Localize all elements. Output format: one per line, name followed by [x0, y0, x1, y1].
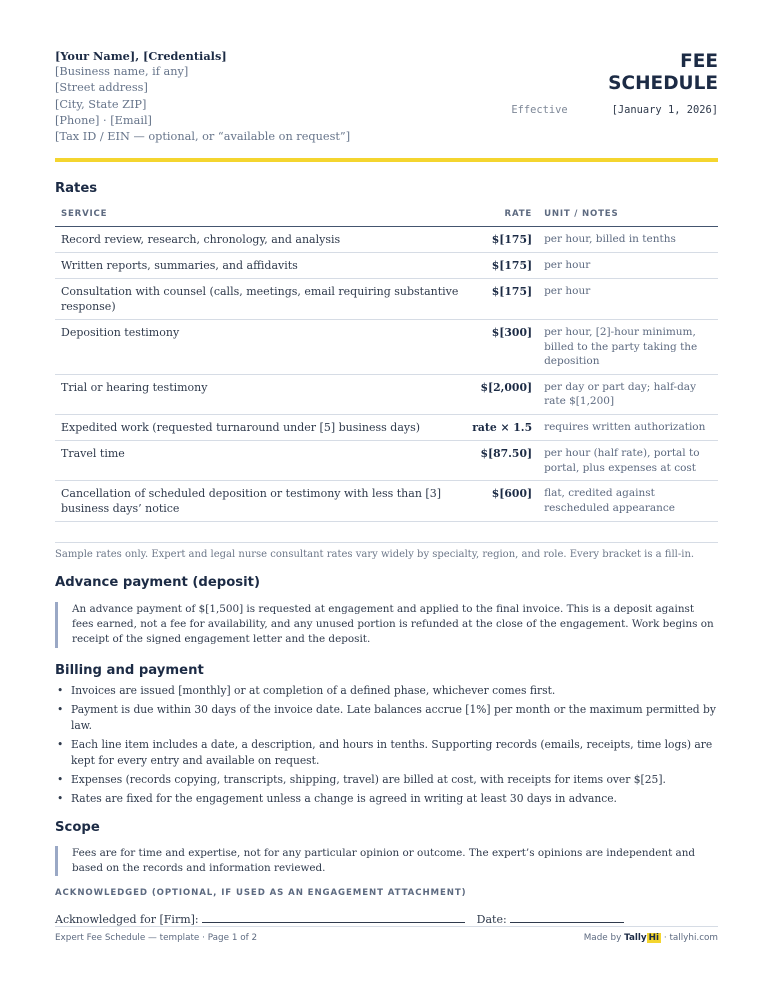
notes-cell: flat, credited against rescheduled appearance	[538, 481, 718, 522]
table-row	[55, 252, 718, 278]
firm-signature-line[interactable]	[202, 912, 465, 923]
header	[55, 48, 718, 158]
service-cell: Cancellation of scheduled deposition or testimony with less than [3] business days’ notice	[55, 481, 466, 522]
made-by-label: Made by	[583, 933, 622, 943]
service-cell: Trial or hearing testimony	[55, 374, 466, 414]
brand-site: · tallyhi.com	[663, 933, 718, 943]
document-title	[608, 51, 718, 95]
service-cell: Written reports, summaries, and affidavits	[55, 252, 466, 278]
date-signature-line[interactable]	[510, 912, 624, 923]
sender-street: [Street address]	[55, 81, 148, 95]
billing-heading: Billing and payment	[55, 663, 204, 678]
service-cell: Consultation with counsel (calls, meetings, email requiring substantive response)	[55, 278, 466, 319]
column-header-service: SERVICE	[55, 202, 466, 226]
effective-date-value: [January 1, 2026]	[611, 104, 718, 116]
service-cell: Deposition testimony	[55, 320, 466, 375]
advance-heading: Advance payment (deposit)	[55, 575, 260, 590]
title-line-1: FEE	[680, 51, 718, 72]
list-item: • Payment is due within 30 days of the invoice date. Late balances accrue [1%] per month or the maximum permitted by law.	[55, 702, 718, 733]
sender-business: [Business name, if any]	[55, 65, 189, 79]
notes-cell: per hour (half rate), portal to portal, plus expenses at cost	[538, 441, 718, 481]
table-row	[55, 278, 718, 319]
rate-cell: $[2,000]	[466, 374, 538, 414]
acknowledgement-heading: ACKNOWLEDGED (OPTIONAL, IF USED AS AN ENGAGEMENT ATTACHMENT)	[55, 888, 467, 898]
sample-rates-note: Sample rates only. Expert and legal nurse consultant rates vary widely by specialty, region, and role. Every bracket is a fill-in.	[55, 549, 695, 560]
effective-date	[511, 104, 718, 116]
column-header-notes: UNIT / NOTES	[538, 202, 718, 226]
scope-heading: Scope	[55, 820, 100, 835]
rate-cell: $[175]	[466, 252, 538, 278]
notes-cell: requires written authorization	[538, 414, 718, 440]
rate-cell: $[175]	[466, 278, 538, 319]
rate-cell: $[600]	[466, 481, 538, 522]
rate-cell: rate × 1.5	[466, 414, 538, 440]
table-header-row	[55, 202, 718, 226]
title-line-2: SCHEDULE	[608, 73, 718, 94]
table-row	[55, 414, 718, 440]
table-row	[55, 441, 718, 481]
sender-block	[55, 48, 350, 145]
rates-heading: Rates	[55, 181, 98, 196]
footer-credit	[584, 933, 718, 943]
document-page	[55, 0, 718, 1000]
acknowledgement-line	[55, 912, 624, 926]
sender-city: [City, State ZIP]	[55, 97, 147, 111]
table-row	[55, 374, 718, 414]
list-item: • Rates are fixed for the engagement unless a change is agreed in writing at least 30 days in advance.	[55, 791, 718, 807]
firm-label: Acknowledged for [Firm]:	[55, 913, 199, 926]
scope-callout: Fees are for time and expertise, not for any particular opinion or outcome. The expert’s opinions are independent and based on the records and information reviewed.	[55, 846, 718, 876]
table-row	[55, 481, 718, 522]
sender-name: [Your Name], [Credentials]	[55, 49, 227, 63]
advance-callout: An advance payment of $[1,500] is requested at engagement and applied to the final invoice. This is a deposit against fees earned, not a fee for availability, and any unused portion is refunded at the close of the engagement. Work begins on receipt of the signed engagement letter and the deposit.	[55, 602, 718, 648]
accent-rule	[55, 158, 718, 162]
sender-tax-id: [Tax ID / EIN — optional, or “available on request”]	[55, 130, 351, 144]
table-row	[55, 226, 718, 252]
rates-table	[55, 202, 718, 522]
footer-page-info: Expert Fee Schedule — template · Page 1 of 2	[55, 933, 258, 943]
table-row	[55, 320, 718, 375]
notes-cell: per hour	[538, 252, 718, 278]
date-label: Date:	[476, 913, 507, 926]
sender-contact: [Phone] · [Email]	[55, 113, 152, 127]
brand-name: Tally	[624, 933, 647, 943]
notes-cell: per hour, [2]-hour minimum, billed to the party taking the deposition	[538, 320, 718, 375]
brand-highlight: Hi	[648, 933, 660, 943]
service-cell: Record review, research, chronology, and analysis	[55, 226, 466, 252]
notes-cell: per day or part day; half-day rate $[1,200]	[538, 374, 718, 414]
rate-cell: $[175]	[466, 226, 538, 252]
service-cell: Travel time	[55, 441, 466, 481]
footer	[55, 926, 718, 943]
list-item: • Each line item includes a date, a description, and hours in tenths. Supporting records (emails, receipts, time logs) are kept for every entry and available on request.	[55, 737, 718, 768]
service-cell: Expedited work (requested turnaround under [5] business days)	[55, 414, 466, 440]
list-item: • Invoices are issued [monthly] or at completion of a defined phase, whichever comes first.	[55, 683, 718, 699]
rate-cell: $[87.50]	[466, 441, 538, 481]
column-header-rate: RATE	[466, 202, 538, 226]
notes-cell: per hour, billed in tenths	[538, 226, 718, 252]
effective-label: Effective	[511, 104, 568, 116]
notes-cell: per hour	[538, 278, 718, 319]
rate-cell: $[300]	[466, 320, 538, 375]
list-item: • Expenses (records copying, transcripts, shipping, travel) are billed at cost, with receipts for items over $[25].	[55, 772, 718, 788]
billing-list	[55, 683, 718, 810]
divider	[55, 542, 718, 543]
